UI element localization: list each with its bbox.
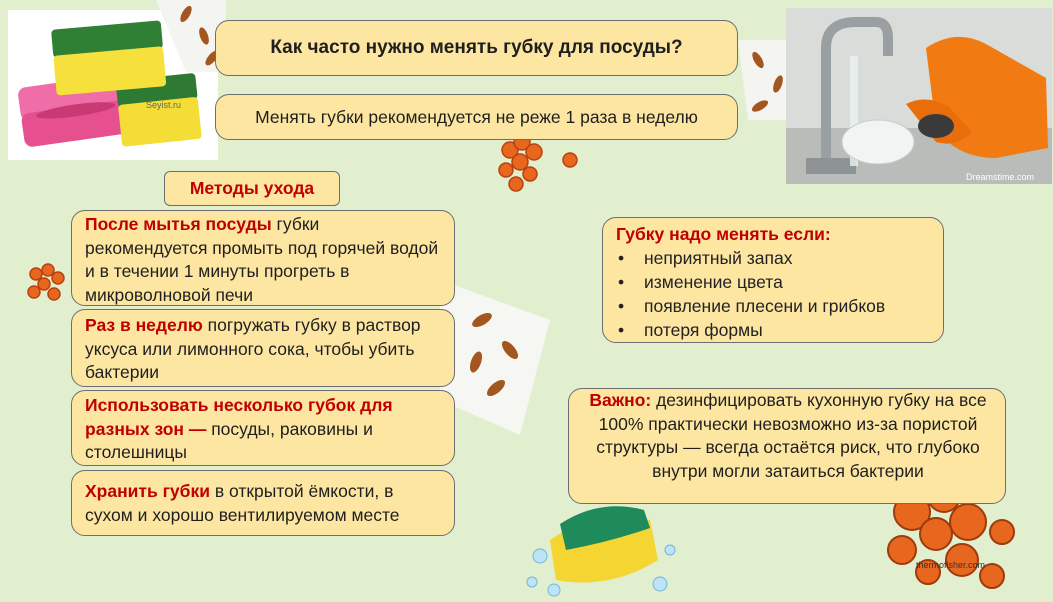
method-text: в открытой ёмкости, в сухом и хорошо вентилируемом месте xyxy=(85,481,400,525)
list-item: • появление плесени и грибков xyxy=(616,294,936,318)
bacteria-image xyxy=(24,262,74,308)
page-title: Как часто нужно менять губку для посуды? xyxy=(270,37,683,58)
replace-box xyxy=(602,217,944,343)
cockroaches-image xyxy=(440,280,550,435)
important-text: дезинфицировать кухонную губку на все 100% практически невозможно из-за пористой структуры — всегда остаётся риск, что глубоко внутри могли затаиться бактерии xyxy=(596,390,987,481)
method-text: посуды, раковины и столешницы xyxy=(85,418,373,462)
subtitle: Менять губки рекомендуется не реже 1 раза в неделю xyxy=(255,106,698,127)
method-text: погружать губку в раствор уксуса или лимонного сока, чтобы убить бактерии xyxy=(85,315,421,382)
list-item: • неприятный запах xyxy=(616,246,936,270)
method-bold: После мытья посуды xyxy=(85,214,272,234)
title-box xyxy=(215,20,738,76)
method-card xyxy=(71,309,455,387)
method-bold: Использовать несколько губок для разных зон — xyxy=(85,395,393,439)
bacteria-image xyxy=(492,130,582,200)
list-item: • потеря формы xyxy=(616,318,936,342)
sink-photo xyxy=(786,8,1052,184)
list-item: • изменение цвета xyxy=(616,270,936,294)
replace-list xyxy=(616,246,936,342)
method-bold: Хранить губки xyxy=(85,481,210,501)
important-label: Важно: xyxy=(589,390,652,410)
methods-heading: Методы ухода xyxy=(189,178,315,198)
method-card xyxy=(71,210,455,306)
methods-heading-box xyxy=(164,171,340,206)
subtitle-box xyxy=(215,94,738,140)
method-card xyxy=(71,390,455,466)
bacteria-credit: thermofisher.com xyxy=(916,560,986,570)
important-box xyxy=(568,388,1006,504)
sponges-credit: Seyist.ru xyxy=(146,100,182,110)
sink-credit: Dreamstime.com xyxy=(966,172,1035,182)
replace-heading: Губку надо менять если: xyxy=(616,224,831,244)
cockroaches-image xyxy=(146,0,226,72)
sponge-image xyxy=(520,500,680,602)
method-text: губки рекомендуется промыть под горячей водой и в течении 1 минуты прогреть в микроволновой печи xyxy=(85,214,439,305)
method-bold: Раз в неделю xyxy=(85,315,203,335)
method-card xyxy=(71,470,455,536)
